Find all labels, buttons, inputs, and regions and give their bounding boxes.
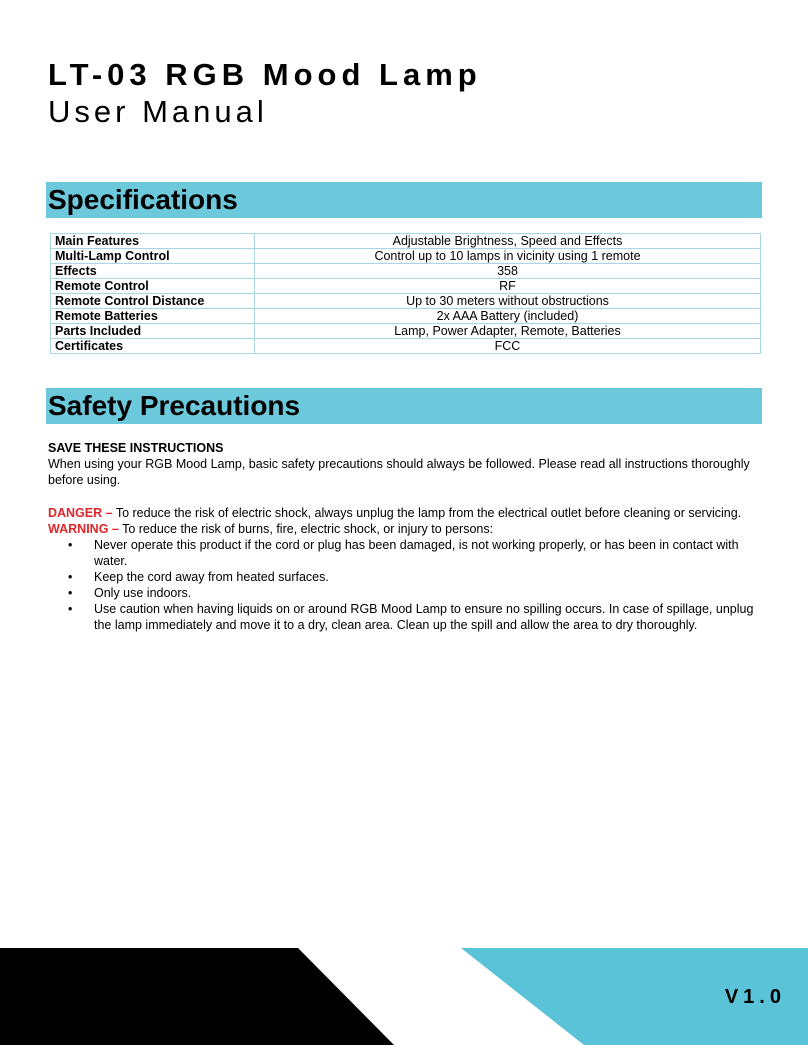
list-item-text: Only use indoors.	[94, 586, 192, 600]
table-row	[51, 249, 761, 264]
table-row	[51, 279, 761, 294]
spec-label: Certificates	[51, 339, 255, 354]
spec-label: Parts Included	[51, 324, 255, 339]
table-row	[51, 324, 761, 339]
save-instructions-heading: SAVE THESE INSTRUCTIONS	[48, 441, 224, 455]
specifications-heading-bar	[46, 182, 762, 218]
footer-graphic	[0, 948, 808, 1045]
list-item	[48, 601, 760, 633]
safety-content	[48, 440, 760, 633]
safety-heading-bar	[46, 388, 762, 424]
table-row	[51, 294, 761, 309]
spec-value: 358	[255, 264, 761, 279]
document-title: LT-03 RGB Mood Lamp	[48, 57, 482, 92]
version-label: V1.0	[724, 986, 786, 1008]
spec-label: Remote Batteries	[51, 309, 255, 324]
warning-list	[48, 537, 760, 633]
bullet-icon: •	[68, 570, 73, 584]
warning-label: WARNING –	[48, 522, 119, 536]
list-item	[48, 537, 760, 569]
spec-value: FCC	[255, 339, 761, 354]
spec-label: Main Features	[51, 234, 255, 249]
warning-notice	[48, 521, 760, 537]
bullet-icon: •	[68, 602, 73, 616]
list-item-text: Use caution when having liquids on or around RGB Mood Lamp to ensure no spilling occurs. In case of spillage, unplug the lamp immediately and move it to a dry, clean area. Clean up the spill and allow the area to dry thoroughly.	[94, 602, 754, 632]
list-item	[48, 585, 760, 601]
danger-notice	[48, 505, 760, 521]
document-subtitle: User Manual	[48, 94, 268, 129]
spec-value: Control up to 10 lamps in vicinity using 1 remote	[255, 249, 761, 264]
specifications-heading: Specifications	[48, 184, 238, 215]
spec-value: Lamp, Power Adapter, Remote, Batteries	[255, 324, 761, 339]
list-item-text: Keep the cord away from heated surfaces.	[94, 570, 329, 584]
spec-label: Remote Control Distance	[51, 294, 255, 309]
safety-intro: When using your RGB Mood Lamp, basic safety precautions should always be followed. Please read all instructions thoroughly before using.	[48, 457, 750, 487]
spec-value: RF	[255, 279, 761, 294]
list-item	[48, 569, 760, 585]
footer-dark-band	[0, 948, 394, 1045]
spec-value: Up to 30 meters without obstructions	[255, 294, 761, 309]
danger-text: To reduce the risk of electric shock, always unplug the lamp from the electrical outlet before cleaning or servicing.	[112, 506, 742, 520]
danger-label: DANGER –	[48, 506, 113, 520]
spec-label: Remote Control	[51, 279, 255, 294]
bullet-icon: •	[68, 538, 73, 552]
table-row	[51, 234, 761, 249]
spec-value: Adjustable Brightness, Speed and Effects	[255, 234, 761, 249]
table-row	[51, 339, 761, 354]
table-row	[51, 309, 761, 324]
bullet-icon: •	[68, 586, 73, 600]
spec-label: Effects	[51, 264, 255, 279]
spec-label: Multi-Lamp Control	[51, 249, 255, 264]
spec-value: 2x AAA Battery (included)	[255, 309, 761, 324]
list-item-text: Never operate this product if the cord or plug has been damaged, is not working properly, or has been in contact with water.	[94, 538, 739, 568]
warning-text: To reduce the risk of burns, fire, electric shock, or injury to persons:	[118, 522, 494, 536]
table-row	[51, 264, 761, 279]
safety-heading: Safety Precautions	[48, 390, 301, 421]
specifications-table	[50, 233, 761, 354]
